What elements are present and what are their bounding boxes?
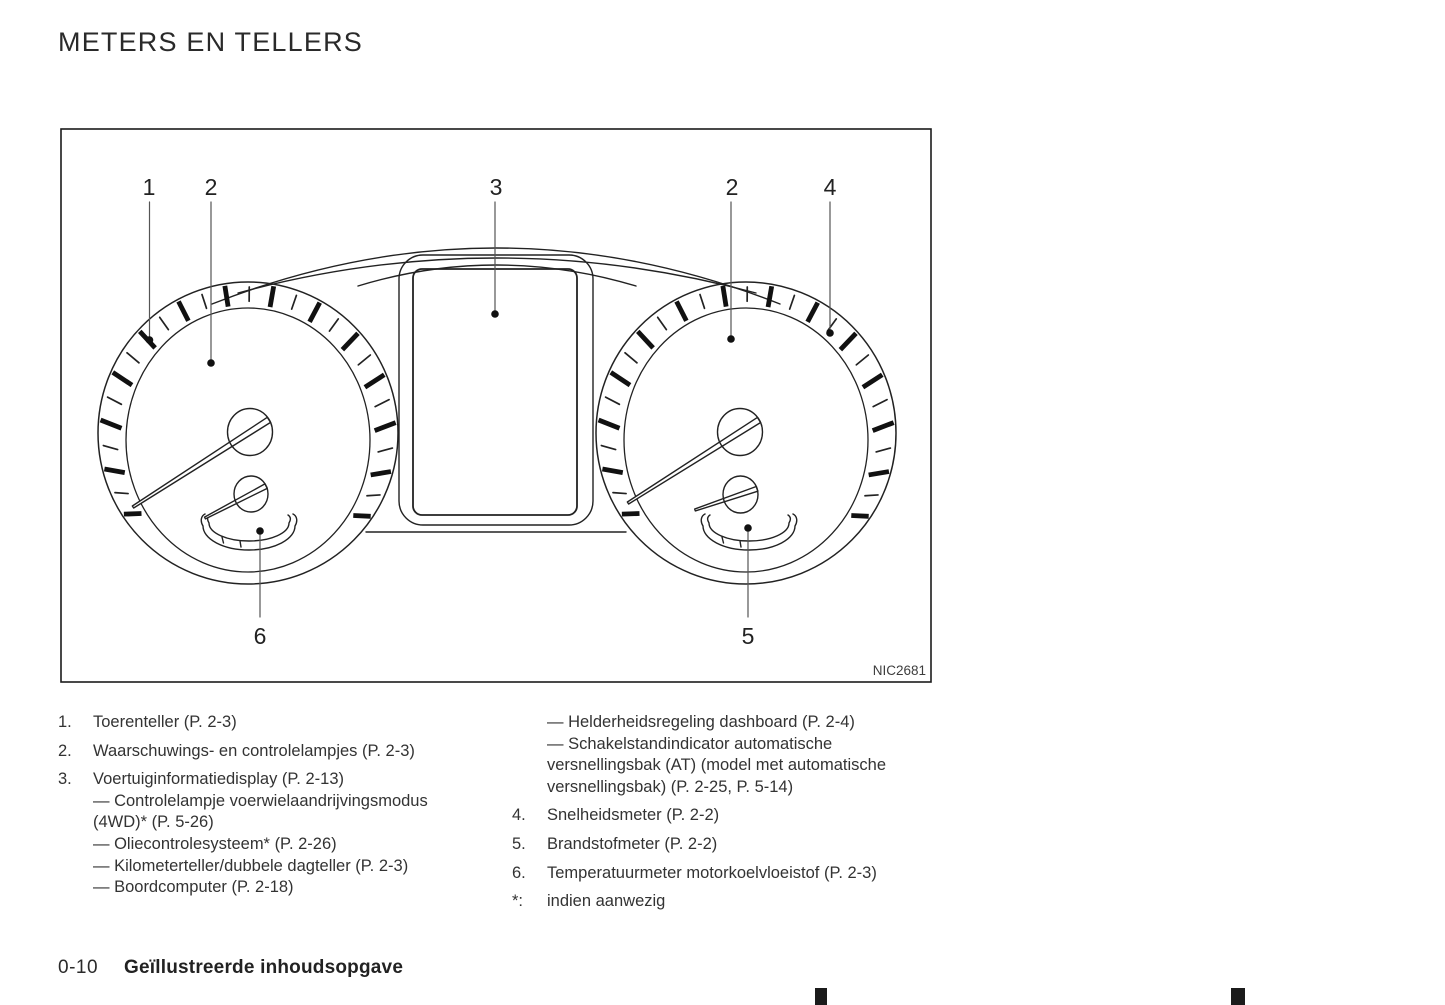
callout-numbers [143,174,837,649]
legend-line: indien aanwezig [547,892,666,911]
legend-line: — Schakelstandindicator automatische [547,734,833,753]
legend-line: Toerenteller (P. 2-3) [93,713,237,731]
page-title: METERS EN TELLERS [58,27,363,57]
callout-number-2-left: 2 [204,174,218,200]
legend-line: Waarschuwings- en controlelampjes (P. 2-3) [93,741,415,760]
legend-item-2 [58,741,513,763]
legend-marker: 6. [512,863,526,882]
figure-box [60,128,932,683]
legend-line: Brandstofmeter (P. 2-2) [547,834,718,853]
legend-item-3 [58,769,513,899]
callout-dots [146,310,834,535]
callout-number-4: 4 [823,174,837,200]
legend-item-6 [512,863,982,885]
legend-marker [512,712,547,798]
legend-marker: *: [512,892,524,911]
legend-marker: 3. [58,770,72,789]
legend-marker: 1. [58,713,72,731]
callout-number-6: 6 [253,623,267,649]
instrument-cluster-diagram [60,128,932,683]
legend-item-1 [58,712,513,734]
legend-line: (4WD)* (P. 5-26) [93,813,214,832]
legend-line: — Boordcomputer (P. 2-18) [93,878,294,897]
legend-column-left [58,712,513,906]
print-mark-right [1231,988,1245,1005]
legend-line: — Controlelampje voerwielaandrijvingsmodus [93,791,428,810]
print-mark-left [815,988,827,1005]
legend-item-4 [512,805,982,827]
callout-number-1: 1 [142,174,156,200]
legend-item-asterisk-note [512,891,982,913]
legend-item-3-continued [512,712,982,798]
callout-number-2-right: 2 [725,174,739,200]
gauges [98,282,896,584]
display-bezel [399,255,593,525]
legend-line: versnellingsbak (AT) (model met automatische [547,756,886,775]
callout-lines [150,202,831,617]
legend-marker: 4. [512,806,526,825]
legend-line: Snelheidsmeter (P. 2-2) [547,806,720,825]
footer-section-title: Geïllustreerde inhoudsopgave [124,957,404,978]
legend-line: — Helderheidsregeling dashboard (P. 2-4) [547,713,855,731]
page-footer [58,957,403,979]
figure-border [61,129,931,682]
legend-marker: 5. [512,834,526,853]
figure-code: NIC2681 [872,663,926,678]
legend-line: versnellingsbak) (P. 2-25, P. 5-14) [547,777,794,796]
legend-line: Voertuiginformatiedisplay (P. 2-13) [93,770,344,789]
legend-line: Temperatuurmeter motorkoelvloeistof (P. 2-3) [547,863,877,882]
legend-item-5 [512,834,982,856]
legend-marker: 2. [58,741,72,760]
legend-line: — Oliecontrolesysteem* (P. 2-26) [93,834,337,853]
legend-line: — Kilometerteller/dubbele dagteller (P. 2-3) [93,856,409,875]
footer-page-number: 0-10 [58,957,99,978]
callout-number-5: 5 [741,623,755,649]
legend-column-right [512,712,982,920]
callout-number-3: 3 [489,174,503,200]
